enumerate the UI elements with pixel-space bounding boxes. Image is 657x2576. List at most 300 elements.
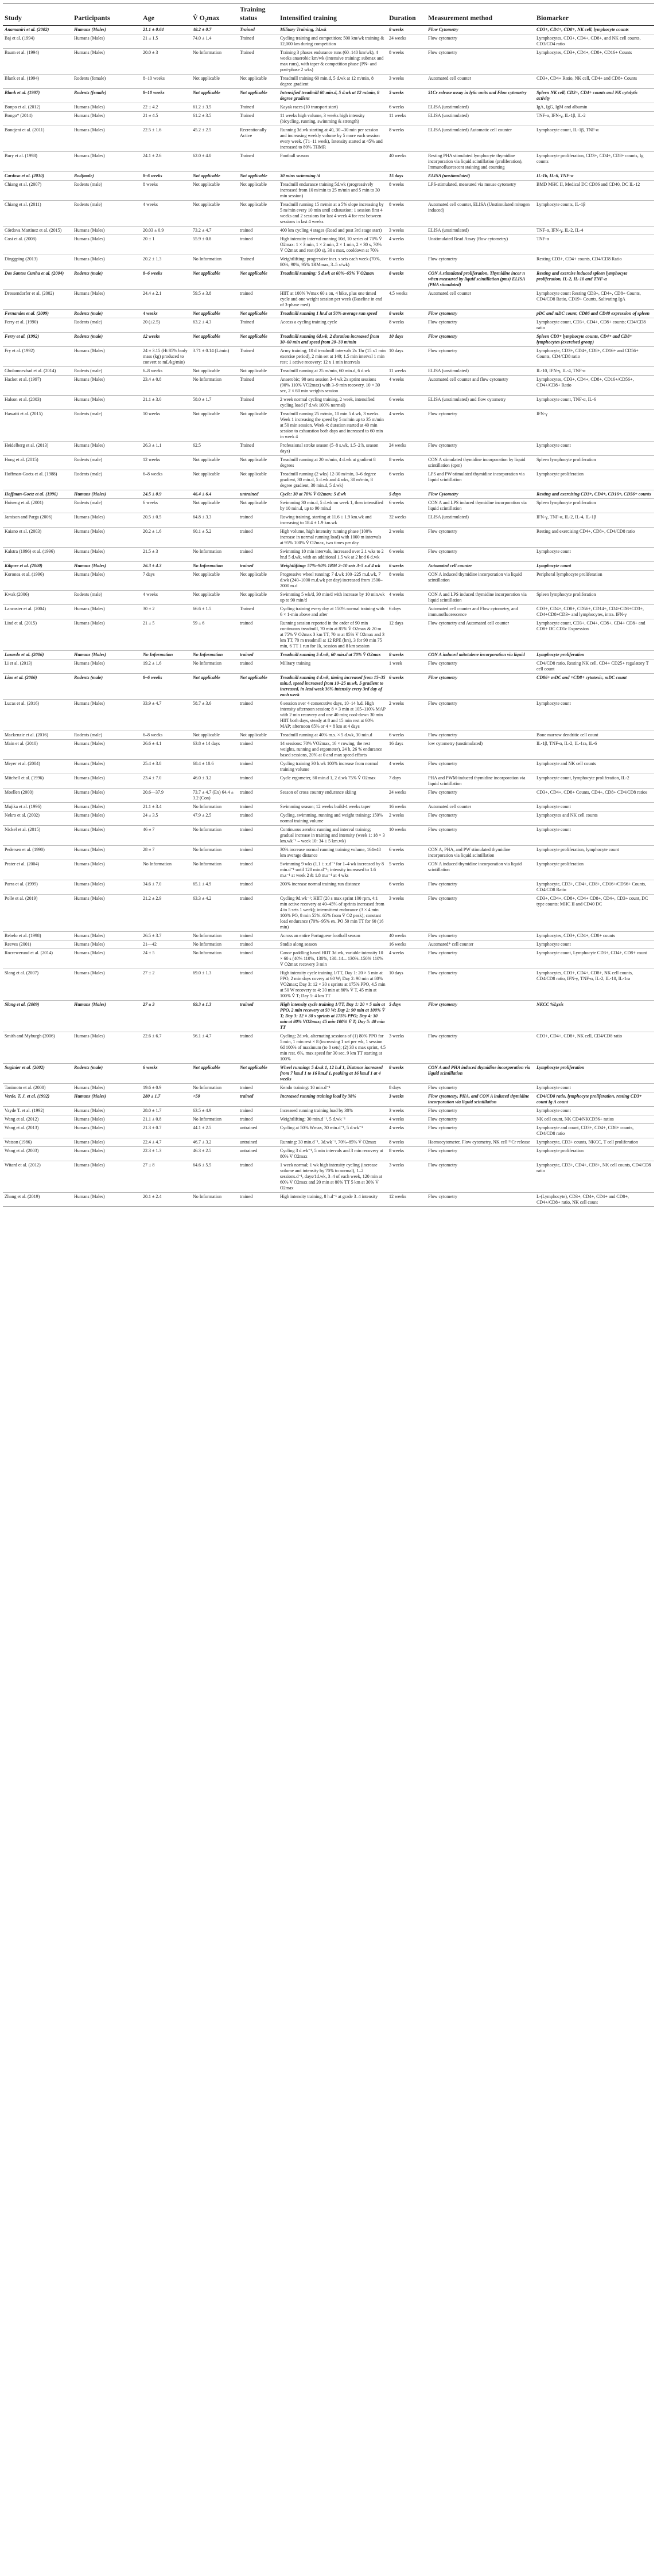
cell-training-status: trained	[238, 969, 278, 1001]
cell-participants: Rodents (male)	[72, 333, 141, 347]
cell-intensified-training: Treadmill running 25 m/min, 10 min 5 d.wk, 3 weeks. Week 1 increasing the speed by 5 m/min up to 35 m/min at 50 min session. Week 4: duration started at 40 min session to exhaustion both days and increased to 60 min in week 4	[278, 410, 387, 442]
cell-measurement-method: Flow cytometry	[426, 895, 535, 932]
cell-vo2max: 63.2 ± 4.3	[191, 318, 238, 333]
cell-vo2max: No Information	[191, 255, 238, 270]
cell-vo2max: 58.7 ± 3.6	[191, 700, 238, 731]
table-row	[3, 562, 654, 571]
cell-duration: 4 weeks	[387, 949, 426, 969]
table-row	[3, 333, 654, 347]
cell-training-status: Not applicable	[238, 456, 278, 470]
cell-intensified-training: High intensity interval running 10d, 10 series of 70% V̇ O2max: 1 × 3 min, 1 × 2 min, 2 × 1 min, 2 × 30 s, 70% V̇ O2max and rest (30 s), 30 s max, cooldown at 70%	[278, 235, 387, 255]
cell-biomarker: Lymphocyte counts, IL-1β	[535, 201, 654, 227]
cell-training-status: Trained	[238, 112, 278, 126]
cell-training-status: trained	[238, 1161, 278, 1193]
cell-age: 8–6 weeks	[141, 674, 191, 700]
cell-training-status: untrained	[238, 1124, 278, 1138]
cell-participants: Rodents (female)	[72, 89, 141, 103]
cell-participants: Humans (Males)	[72, 347, 141, 367]
cell-study: Halson et al. (2003)	[3, 396, 72, 410]
cell-vo2max: Not applicable	[191, 89, 238, 103]
cell-duration: 4 weeks	[387, 410, 426, 442]
cell-vo2max: 66.6 ± 1.5	[191, 605, 238, 619]
cell-intensified-training: Swimming 5 wk/d, 30 min/d with increase by 10 min.wk up to 90 min/d	[278, 591, 387, 605]
cell-intensified-training: Training 3 phases endurance runs (60–140 km/wk), 4 weeks anaerobic km/wk (intensive training: submax and max runs), with taper & competition phase (PN- and post-phase 2 wks)	[278, 49, 387, 75]
cell-vo2max: Not applicable	[191, 499, 238, 513]
cell-intensified-training: Studio along season	[278, 940, 387, 949]
cell-duration: 4 weeks	[387, 1124, 426, 1138]
cell-intensified-training: HIIT at 100% Wmax 60 s on, 4 bike, plus one timed cycle and one weight session per week (Baseline in end of 3-phase med)	[278, 290, 387, 310]
table-row	[3, 1107, 654, 1115]
cell-intensified-training: Cycling; 2d.wk, alternating sessions of (1) 80% PPO for 5 min, 1 min rest × 8 (increasing 1 set per wk, 1 session 6d 100% of maximum (to 8 sets); (2) 30 s max sprint, 4.5 min rest. 6%, max speed for 30 sec. 9 km TT starting at 100%	[278, 1032, 387, 1064]
cell-training-status: Trained	[238, 34, 278, 49]
cell-age: 34.6 ± 7.0	[141, 880, 191, 895]
cell-study: Cardoso et al. (2010)	[3, 172, 72, 181]
cell-age: No Information	[141, 860, 191, 880]
cell-training-status: Trained	[238, 49, 278, 75]
cell-vo2max: No Information	[191, 826, 238, 846]
cell-training-status: Not applicable	[238, 181, 278, 201]
table-row	[3, 470, 654, 490]
cell-measurement-method: Flow cytometry, PHA, and CON A induced thymidine incorporation via liquid scintillation	[426, 1092, 535, 1107]
cell-duration: 4 weeks	[387, 235, 426, 255]
cell-biomarker: Lymphocyte count, Lymphocyte CD3+, CD4+, CD8+ count	[535, 949, 654, 969]
cell-biomarker: Lymphocytes, CD3+, CD4+, CD8+ counts	[535, 932, 654, 940]
cell-study: Tanimoto et al. (2008)	[3, 1084, 72, 1092]
cell-age: 20.2 ± 1.3	[141, 255, 191, 270]
cell-participants: Humans (Males)	[72, 152, 141, 172]
cell-study: Chiang et al. (2011)	[3, 201, 72, 227]
table-row	[3, 591, 654, 605]
cell-biomarker: IFN-γ	[535, 410, 654, 442]
cell-age: 280 ± 1.7	[141, 1092, 191, 1107]
cell-intensified-training: Running session reported in the order of 90 min continuous treadmill, 70 min at 85% V̇ O2max & 20 m at 75% V̇ O2max 3 km TT, 70 m at 85% V̇ O2max and 3 km TT, 70 m treadmill at 12 RPE (hrs), 3 for 90 min 75 min, 6 TT 1 run for 1k, session and 8 km session	[278, 619, 387, 651]
cell-training-status: Not applicable	[238, 571, 278, 591]
cell-participants: Humans (Males)	[72, 1092, 141, 1107]
cell-participants: Humans (Males)	[72, 803, 141, 811]
cell-study: Reeves (2001)	[3, 940, 72, 949]
cell-intensified-training: Continuous aerobic running and interval training; gradual increase in training and intensity (week 1: 18 × 3 km.wk⁻¹ – week 10: 34 ± 5 km.wk)	[278, 826, 387, 846]
cell-participants: Rodents (male)	[72, 499, 141, 513]
cell-measurement-method: Flow cytometry	[426, 318, 535, 333]
cell-intensified-training: Treadmill running: 5 d.wk at 60%–65% V̇ O2max	[278, 270, 387, 290]
cell-age: 8–10 weeks	[141, 89, 191, 103]
table-row	[3, 499, 654, 513]
cell-age: 33.9 ± 4.7	[141, 700, 191, 731]
cell-vo2max: Not applicable	[191, 201, 238, 227]
cell-age: 19.2 ± 1.6	[141, 659, 191, 674]
cell-intensified-training: Wheel running: 5 d.wk 1, 12 h.d 1, Distance increased from 7 km.d 1 to 16 km.d 1, peaking at 16 km.d 1 at 4 weeks	[278, 1064, 387, 1084]
table-row	[3, 1064, 654, 1084]
cell-intensified-training: Treadmill running at 40% m.s. × 5 d.wk, 30 min.d	[278, 731, 387, 740]
cell-measurement-method: Flow cytometry	[426, 1124, 535, 1138]
cell-study: Bonpo et al. (2012)	[3, 103, 72, 112]
cell-study: Bury et al. (1998)	[3, 152, 72, 172]
cell-age: 20 ± 1	[141, 235, 191, 255]
cell-participants: Humans (Males)	[72, 949, 141, 969]
cell-training-status: Trained	[238, 605, 278, 619]
cell-biomarker: Resting and exercising CD3+, CD4+, CD16+, CD56+ counts	[535, 490, 654, 499]
cell-duration: 6 weeks	[387, 731, 426, 740]
cell-age: 27 ± 2	[141, 969, 191, 1001]
cell-biomarker: Lymphocyte count	[535, 562, 654, 571]
cell-training-status: Trained	[238, 255, 278, 270]
cell-measurement-method: CON A induced thymidine incorporation via liquid scintillation	[426, 860, 535, 880]
cell-study: Main et al. (2010)	[3, 740, 72, 760]
cell-vo2max: 64.6 ± 5.5	[191, 1161, 238, 1193]
cell-age: 21—42	[141, 940, 191, 949]
cell-participants: Humans (Males)	[72, 548, 141, 562]
cell-study: Mujika et al. (1996)	[3, 803, 72, 811]
cell-vo2max: 63.5 ± 4.9	[191, 1107, 238, 1115]
table-row	[3, 126, 654, 152]
cell-vo2max: >50	[191, 1092, 238, 1107]
cell-measurement-method: Automated cell counter	[426, 290, 535, 310]
cell-biomarker: CD4/CD8 ratio, Resting NK cell, CD4+ CD25+ regulatory T cell count	[535, 659, 654, 674]
table-header	[3, 3, 654, 26]
cell-measurement-method: Flow cytometry	[426, 659, 535, 674]
cell-training-status: trained	[238, 619, 278, 651]
cell-duration: 15 days	[387, 172, 426, 181]
cell-age: 27 ± 8	[141, 1161, 191, 1193]
cell-intensified-training: Military Training, 3d.wk	[278, 26, 387, 34]
cell-intensified-training: Treadmill running 15 m/min at a 5% slope increasing by 5 m/min every 10 min until exhaustion; 1 session first 4 weeks and 2 sessions for last 4 week 4 for rest between sessions in last 4 weeks	[278, 201, 387, 227]
table-row	[3, 310, 654, 318]
cell-vo2max: Not applicable	[191, 310, 238, 318]
cell-duration: 8 weeks	[387, 49, 426, 75]
cell-duration: 10 days	[387, 333, 426, 347]
table-row	[3, 774, 654, 789]
cell-participants: Rodents (male)	[72, 731, 141, 740]
table-row	[3, 26, 654, 34]
cell-vo2max: 44.1 ± 2.5	[191, 1124, 238, 1138]
cell-vo2max: 59 ± 6	[191, 619, 238, 651]
table-row	[3, 201, 654, 227]
table-row	[3, 826, 654, 846]
table-row	[3, 760, 654, 774]
cell-age: 24.4 ± 2.1	[141, 290, 191, 310]
cell-duration: 2 weeks	[387, 700, 426, 731]
cell-study: Polle et al. (2019)	[3, 895, 72, 932]
table-body	[3, 26, 654, 1207]
cell-age: 20.03 ± 0.9	[141, 227, 191, 235]
cell-participants: Humans (Males)	[72, 126, 141, 152]
cell-participants: Rodents (male)	[72, 410, 141, 442]
cell-study: Moellen (2000)	[3, 789, 72, 803]
cell-duration: 8 weeks	[387, 1147, 426, 1161]
table-row	[3, 456, 654, 470]
cell-vo2max: Not applicable	[191, 367, 238, 376]
cell-age: 8–10 weeks	[141, 75, 191, 89]
cell-biomarker: CD3+, CD4+, CD8+ Counts, CD4+, CD8+ CD4/CD8 ratios	[535, 789, 654, 803]
cell-vo2max: 55.9 ± 0.8	[191, 235, 238, 255]
cell-study: Kalstra (1996) et al. (1996)	[3, 548, 72, 562]
cell-participants: Humans (Males)	[72, 255, 141, 270]
cell-age: 21.1 ± 0.8	[141, 1115, 191, 1124]
cell-training-status: trained	[238, 1107, 278, 1115]
cell-study: Koronea et al. (1996)	[3, 571, 72, 591]
table-row	[3, 1138, 654, 1147]
cell-biomarker: Resting CD3+, CD4+ counts, CD4/CD8 Ratio	[535, 255, 654, 270]
cell-duration: 8 weeks	[387, 651, 426, 659]
cell-biomarker: IFN-γ, TNF-α, IL-2, IL-4, IL-1β	[535, 513, 654, 528]
cell-training-status: trained	[238, 227, 278, 235]
cell-measurement-method: ELISA (unstimulated)	[426, 367, 535, 376]
cell-study: Zhang et al. (2019)	[3, 1193, 72, 1207]
cell-participants: Rodents (male)	[72, 270, 141, 290]
cell-study: Hong et al. (2015)	[3, 456, 72, 470]
cell-measurement-method: Flow cytometry	[426, 442, 535, 456]
cell-participants: Humans (Males)	[72, 26, 141, 34]
cell-vo2max: Not applicable	[191, 1064, 238, 1084]
cell-duration: 6 weeks	[387, 255, 426, 270]
cell-biomarker: Lymphocyte and NK cell counts	[535, 760, 654, 774]
cell-biomarker: Lymphocyte, CD3+, CD4+, CD8+, CD16+/CD56+ Counts, CD4/CD8 Ratio	[535, 880, 654, 895]
cell-duration: 5 days	[387, 490, 426, 499]
cell-age: 22 ± 4.2	[141, 103, 191, 112]
table-row	[3, 940, 654, 949]
cell-participants: Humans (Males)	[72, 700, 141, 731]
cell-duration: 6 weeks	[387, 562, 426, 571]
cell-intensified-training: Cycling 9d.wk⁻¹; HIIT (20 s max sprint 100 rpm, 4:1 min active recovery at 40–45% of sprints increased from 4 to 5 sets 1 week); intermittent endurance (3 × 4 min 100% PO, 8 min 55%–65% from V̇ O2 peak); constant load endurance (70%–95% ex. PO 50 min TT for 60 (16 min)	[278, 895, 387, 932]
cell-biomarker: CD3+, CD4+, CD8+, CD56+, CD14+, CD4+CD8+CD3+, CD4+CD8+CD3+ and lymphocytes, intra. IFN-γ	[535, 605, 654, 619]
cell-study: Wang et al. (2012)	[3, 1115, 72, 1124]
cell-age: 20.5 ± 0.5	[141, 513, 191, 528]
cell-vo2max: 3.71 ± 0.14 (L/min)	[191, 347, 238, 367]
cell-age: 6–8 weeks	[141, 367, 191, 376]
cell-vo2max: 46.0 ± 3.2	[191, 774, 238, 789]
cell-study: Baum et al. (1994)	[3, 49, 72, 75]
cell-training-status: trained	[238, 700, 278, 731]
cell-age: 20.0 ± 3	[141, 49, 191, 75]
cell-biomarker: Lymphocyte and count, CD3+, CD4+, CD8+ counts, CD4/CD8 ratio	[535, 1124, 654, 1138]
cell-intensified-training: Access a cycling training cycle	[278, 318, 387, 333]
cell-measurement-method: ELISA (unstimulated)	[426, 227, 535, 235]
cell-training-status: trained	[238, 1032, 278, 1064]
cell-biomarker: Lymphocyte count	[535, 700, 654, 731]
cell-measurement-method: Flow cytometry	[426, 880, 535, 895]
cell-biomarker: BMD MHC II, Medical DC CD86 and CD40, DC IL-12	[535, 181, 654, 201]
cell-intensified-training: Rowing training, starting at 11.6 ± 1.9 km.wk and increasing to 18.4 ± 1.9 km.wk	[278, 513, 387, 528]
cell-participants: Humans (Males)	[72, 895, 141, 932]
cell-study: Baj et al. (1994)	[3, 34, 72, 49]
table-row	[3, 152, 654, 172]
cell-vo2max: 46.4 ± 6.4	[191, 490, 238, 499]
cell-measurement-method: Flow cytometry	[426, 1107, 535, 1115]
table-row	[3, 1115, 654, 1124]
cell-duration: 8 weeks	[387, 181, 426, 201]
cell-participants: Humans (Males)	[72, 1161, 141, 1193]
cell-age: 10 weeks	[141, 410, 191, 442]
cell-training-status: Not applicable	[238, 172, 278, 181]
cell-training-status: trained	[238, 1001, 278, 1032]
cell-training-status: trained	[238, 895, 278, 932]
cell-study: Kaiano et al. (2003)	[3, 528, 72, 548]
cell-participants: Rodents (male)	[72, 456, 141, 470]
cell-training-status: trained	[238, 548, 278, 562]
cell-biomarker: Spleen lymphocyte proliferation	[535, 456, 654, 470]
cell-intensified-training: Kayak races (10 transport start)	[278, 103, 387, 112]
cell-intensified-training: Treadmill running at 25 m/min, 60 min.d, 6 d.wk	[278, 367, 387, 376]
table-row	[3, 659, 654, 674]
cell-participants: Humans (Males)	[72, 760, 141, 774]
cell-study: Córdova Martinez et al. (2015)	[3, 227, 72, 235]
cell-age: 24 ± 3.15 (Ht 85% body mass (kg) produced to convert to mL/kg/min)	[141, 347, 191, 367]
cell-participants: Humans (Males)	[72, 1084, 141, 1092]
cell-participants: Humans (Males)	[72, 969, 141, 1001]
cell-intensified-training: Running: 30 min.d⁻¹, 3d.wk⁻¹, 70%–85% V̇ O2max	[278, 1138, 387, 1147]
cell-measurement-method: Automated cell counter and flow cytometry	[426, 376, 535, 396]
cell-vo2max: 68.4 ± 10.6	[191, 760, 238, 774]
cell-training-status: trained	[238, 562, 278, 571]
cell-intensified-training: Military training	[278, 659, 387, 674]
cell-training-status: trained	[238, 651, 278, 659]
cell-intensified-training: 30% increase normal running training volume, 164±48 km average distance	[278, 846, 387, 860]
cell-training-status: Not applicable	[238, 410, 278, 442]
cell-age: 22.4 ± 4.7	[141, 1138, 191, 1147]
cell-intensified-training: Anaerobic; 90 sets session 3-4 wk 2x sprint sessions (90% 110% VO2max) with 3–9 min recovery, 10 × 30 sec, 2 × 60 min weights session	[278, 376, 387, 396]
cell-intensified-training: 30 mins swimming /d	[278, 172, 387, 181]
cell-study: Smith and Myburgh (2006)	[3, 1032, 72, 1064]
cell-vo2max: No Information	[191, 1084, 238, 1092]
cell-participants: Humans (Males)	[72, 1124, 141, 1138]
cell-training-status: trained	[238, 659, 278, 674]
cell-intensified-training: Increased running training load by 38%	[278, 1092, 387, 1107]
cell-intensified-training: Football season	[278, 152, 387, 172]
cell-study: Dressendorfer et al. (2002)	[3, 290, 72, 310]
cell-intensified-training: Weightlifting: progressive incr. s sets each week (70%, 80%, 90%, 95% 1RMmax, 3–5 x/wk)	[278, 255, 387, 270]
cell-duration: 1 week	[387, 659, 426, 674]
cell-measurement-method: Flow cytometry	[426, 255, 535, 270]
cell-vo2max: No Information	[191, 651, 238, 659]
cell-measurement-method: ELISA (unstimulated) Automatic cell counter	[426, 126, 535, 152]
cell-participants: Humans (Males)	[72, 932, 141, 940]
cell-training-status: Trained	[238, 376, 278, 396]
cell-study: Fernandes et al. (2009)	[3, 310, 72, 318]
cell-age: 21 ± 5	[141, 619, 191, 651]
cell-training-status: Trained	[238, 442, 278, 456]
cell-measurement-method: Flow cytometry	[426, 969, 535, 1001]
cell-measurement-method: Flow cytometry and Automated cell counter	[426, 619, 535, 651]
cell-age: 21 ± 4.5	[141, 112, 191, 126]
cell-vo2max: No Information	[191, 940, 238, 949]
cell-intensified-training: 6 session over 4 consecutive days, 10–14 h.d. High intensity afternoon session; 8 × 3 min at 105–110% MAP with 2 min recovery and one 40 min; cool-down 30 min HIIT both days, steady at 8 and 15 min rest at 60% MAP; afternoon 65% or 4 × 8 km at 4 days	[278, 700, 387, 731]
cell-age: 21.1 ± 0.64	[141, 26, 191, 34]
cell-age: 8–6 weeks	[141, 172, 191, 181]
cell-study: Slang et al. (2009)	[3, 1001, 72, 1032]
cell-study: Verde, T. J. et al. (1992)	[3, 1092, 72, 1107]
cell-measurement-method: Flow cytometry	[426, 34, 535, 49]
cell-measurement-method: Automated cell counter	[426, 75, 535, 89]
cell-duration: 4.5 weeks	[387, 290, 426, 310]
cell-biomarker: Lymphocyte proliferation	[535, 651, 654, 659]
cell-vo2max: No Information	[191, 949, 238, 969]
cell-biomarker: Lymphocyte count, IL-1β, TNF-α	[535, 126, 654, 152]
cell-age: 4 weeks	[141, 310, 191, 318]
header-vo2max: V̇ O₂max	[191, 3, 238, 26]
cell-vo2max: 63.3 ± 4.2	[191, 895, 238, 932]
cell-age: 6–8 weeks	[141, 731, 191, 740]
cell-duration: 6 weeks	[387, 470, 426, 490]
cell-measurement-method: CON A and LPS induced thymidine incorporation via liquid scintillation	[426, 499, 535, 513]
cell-study: Hoffman-Goetz et al. (1990)	[3, 490, 72, 499]
cell-duration: 16 days	[387, 740, 426, 760]
table-row	[3, 1092, 654, 1107]
cell-measurement-method: Flow cytometry	[426, 1193, 535, 1207]
cell-measurement-method: Automated cell counter and Flow cytometry, and immunofluorescence	[426, 605, 535, 619]
table-row	[3, 651, 654, 659]
cell-biomarker: Lymphocyte proliferation	[535, 860, 654, 880]
cell-training-status: trained	[238, 1193, 278, 1207]
table-row	[3, 1124, 654, 1138]
cell-training-status: trained	[238, 949, 278, 969]
cell-age: 26.6 ± 4.1	[141, 740, 191, 760]
cell-intensified-training: Army training; 10 d treadmill intervals 2x 1hr (15 x1 min exercise period), 2 min set at 140; 1.5 min interval 1 min rest; 1 active recovery: 12 x 1 min intervals	[278, 347, 387, 367]
cell-intensified-training: 400 km cycling 4 stages (Road and post 3rd stage start)	[278, 227, 387, 235]
cell-vo2max: Not applicable	[191, 456, 238, 470]
table-row	[3, 89, 654, 103]
cell-training-status: untrained	[238, 1138, 278, 1147]
cell-vo2max: No Information	[191, 548, 238, 562]
cell-age: 46 ± 7	[141, 826, 191, 846]
cell-measurement-method: Flow cytometry	[426, 347, 535, 367]
cell-age: 12 weeks	[141, 456, 191, 470]
cell-study: Nickel et al. (2015)	[3, 826, 72, 846]
cell-study: Boncjeni et al. (2011)	[3, 126, 72, 152]
cell-training-status: Not applicable	[238, 499, 278, 513]
cell-biomarker: Lymphocyte proliferation	[535, 1147, 654, 1161]
cell-measurement-method: CON A stimulated proliferation, Thymidine incor n when measured by liquid scintillation (pms) ELISA (PHA stimulated)	[426, 270, 535, 290]
cell-age: 6 weeks	[141, 499, 191, 513]
cell-participants: Humans (Males)	[72, 376, 141, 396]
cell-vo2max: 74.0 ± 1.4	[191, 34, 238, 49]
cell-duration: 3 weeks	[387, 1161, 426, 1193]
cell-measurement-method: Flow cytometry	[426, 700, 535, 731]
cell-participants: Humans (Males)	[72, 513, 141, 528]
cell-measurement-method: low cytometry (unstimulated)	[426, 740, 535, 760]
cell-training-status: Not applicable	[238, 310, 278, 318]
table-row	[3, 811, 654, 826]
table-row	[3, 270, 654, 290]
cell-measurement-method: Flow cytometry	[426, 932, 535, 940]
cell-training-status: Trained	[238, 396, 278, 410]
header-biomarker: Biomarker	[535, 3, 654, 26]
cell-age: 24.5 ± 0.9	[141, 490, 191, 499]
cell-age: 21.1 ± 3.4	[141, 803, 191, 811]
cell-training-status: Not applicable	[238, 591, 278, 605]
cell-intensified-training: Treadmill running at 20 m/min, 4 d.wk at gradient 8 degrees	[278, 456, 387, 470]
cell-participants: Humans (Males)	[72, 227, 141, 235]
table-row	[3, 1001, 654, 1032]
cell-intensified-training: Cycling at 50% Wmax, 30 min.d⁻¹, 5 d.wk⁻¹	[278, 1124, 387, 1138]
cell-study: Witard et al. (2012)	[3, 1161, 72, 1193]
cell-intensified-training: High volume, high intensity running phase (100% increase in normal running load) with 1000 m intervals at 95% 100% V̇ O2max, two times per day	[278, 528, 387, 548]
cell-biomarker: TNF-α	[535, 235, 654, 255]
cell-measurement-method: Flow cytometry	[426, 49, 535, 75]
cell-measurement-method: CON A induced thymidine incorporation via liquid scintillation	[426, 571, 535, 591]
table-row	[3, 49, 654, 75]
cell-biomarker: Lymphocyte count	[535, 803, 654, 811]
cell-vo2max: 48.2 ± 0.7	[191, 26, 238, 34]
cell-training-status: Recreationally Active	[238, 126, 278, 152]
cell-biomarker: Spleen lymphocyte proliferation	[535, 591, 654, 605]
cell-measurement-method: Flow cytometry	[426, 1001, 535, 1032]
cell-vo2max: 65.1 ± 4.9	[191, 880, 238, 895]
cell-duration: 32 weeks	[387, 513, 426, 528]
cell-study: Pedersen et al. (1990)	[3, 846, 72, 860]
table-row	[3, 181, 654, 201]
cell-measurement-method: Automated* cell counter	[426, 940, 535, 949]
cell-biomarker: IL-1b, IL-6, TNF-α	[535, 172, 654, 181]
